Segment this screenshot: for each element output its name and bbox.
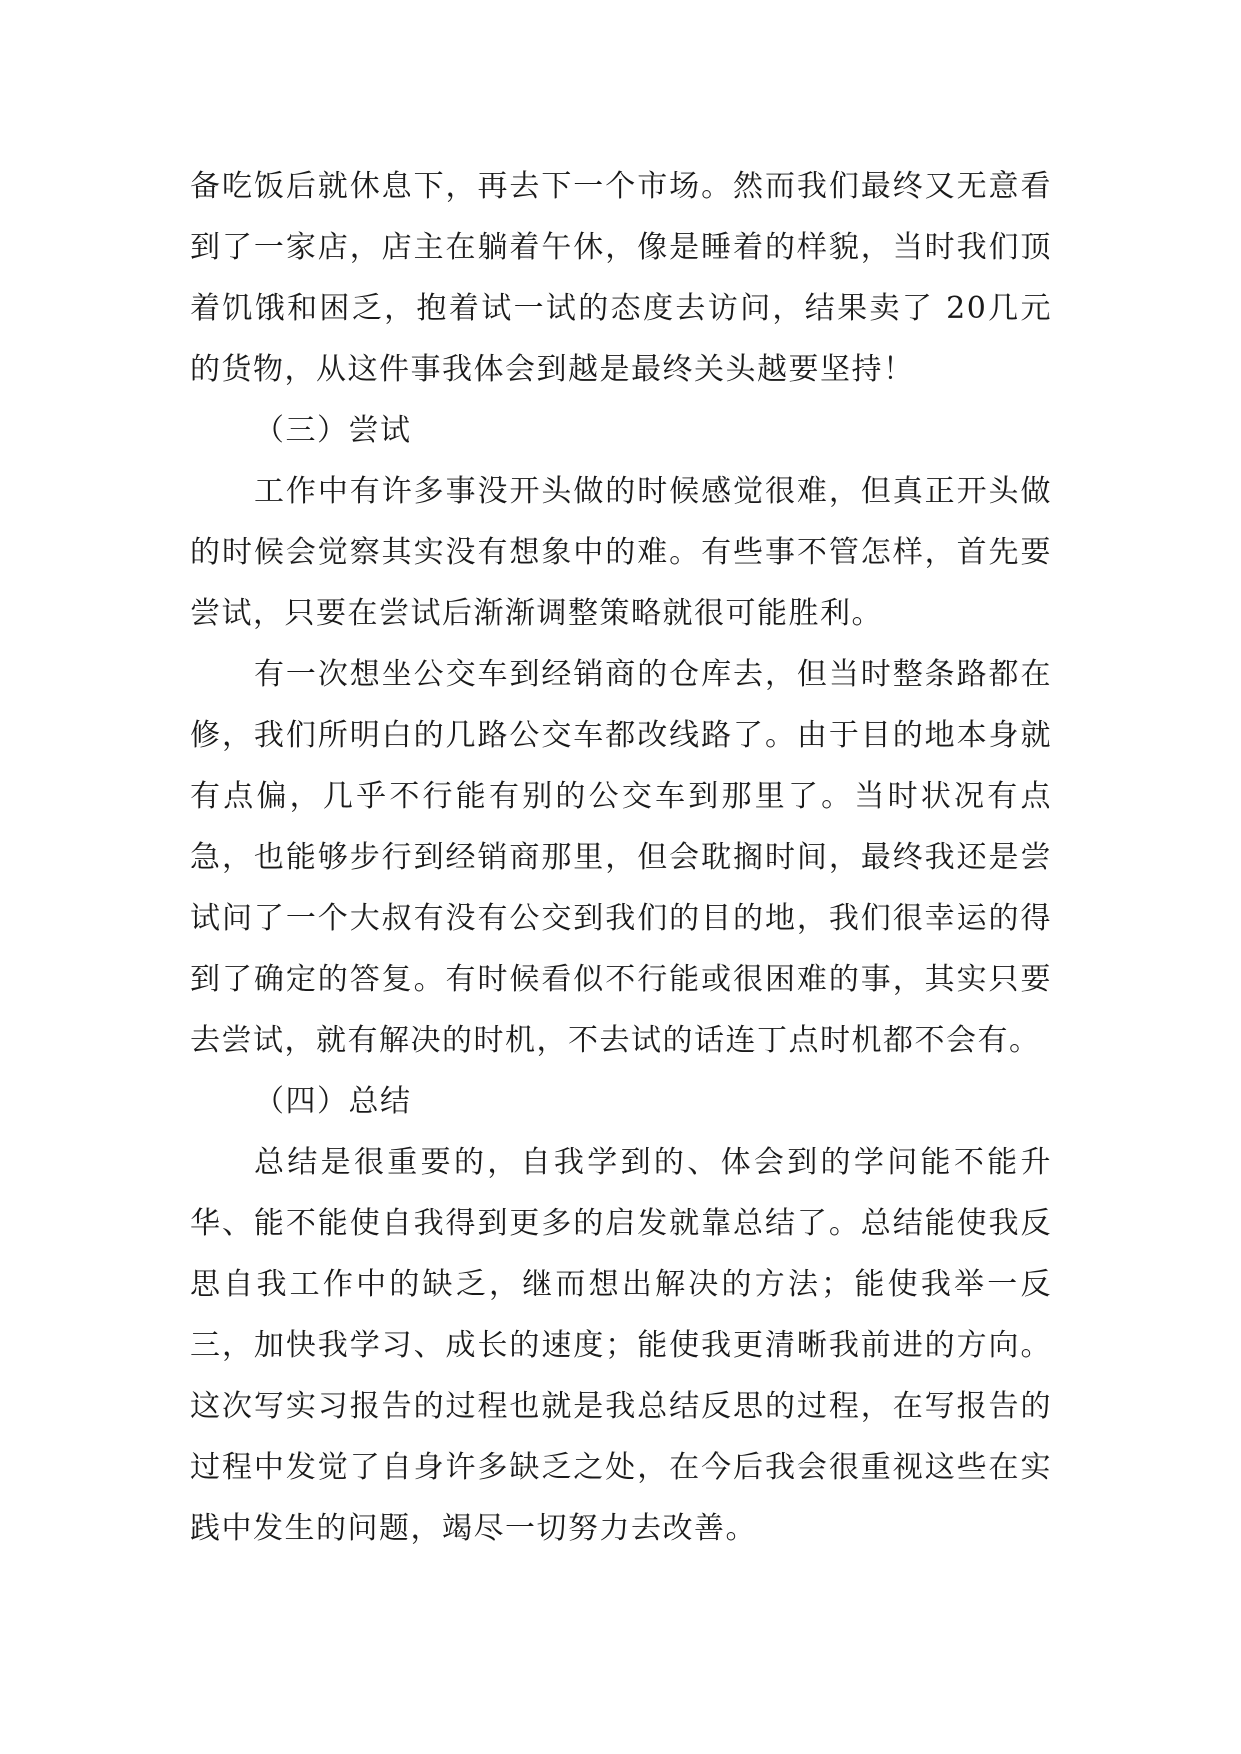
paragraph-continuation: 备吃饭后就休息下，再去下一个市场。然而我们最终又无意看到了一家店，店主在躺着午休，像是睡着的样貌，当时我们顶着饥饿和困乏，抱着试一试的态度去访问，结果卖了 20几元的货物，从这件事我体会到越是最终关头越要坚持！ — [190, 169, 1052, 387]
section-heading-attempt: （三）尝试 — [254, 413, 412, 448]
paragraph-summary: 总结是很重要的，自我学到的、体会到的学问能不能升华、能不能使自我得到更多的启发就靠总结了。总结能使我反思自我工作中的缺乏，继而想出解决的方法；能使我举一反三，加快我学习、成长的速度；能使我更清晰我前进的方向。这次写实习报告的过程也就是我总结反思的过程，在写报告的过程中发觉了自身许多缺乏之处，在今后我会很重视这些在实践中发生的问题，竭尽一切努力去改善。 — [190, 1145, 1052, 1546]
paragraph-attempt-story: 有一次想坐公交车到经销商的仓库去，但当时整条路都在修，我们所明白的几路公交车都改线路了。由于目的地本身就有点偏，几乎不行能有别的公交车到那里了。当时状况有点急，也能够步行到经销商那里，但会耽搁时间，最终我还是尝试问了一个大叔有没有公交到我们的目的地，我们很幸运的得到了确定的答复。有时候看似不行能或很困难的事，其实只要去尝试，就有解决的时机，不去试的话连丁点时机都不会有。 — [190, 657, 1052, 1058]
section-heading-summary: （四）总结 — [254, 1084, 412, 1119]
paragraph-attempt-intro: 工作中有许多事没开头做的时候感觉很难，但真正开头做的时候会觉察其实没有想象中的难。有些事不管怎样，首先要尝试，只要在尝试后渐渐调整策略就很可能胜利。 — [190, 474, 1052, 631]
document-body — [190, 156, 1052, 1559]
